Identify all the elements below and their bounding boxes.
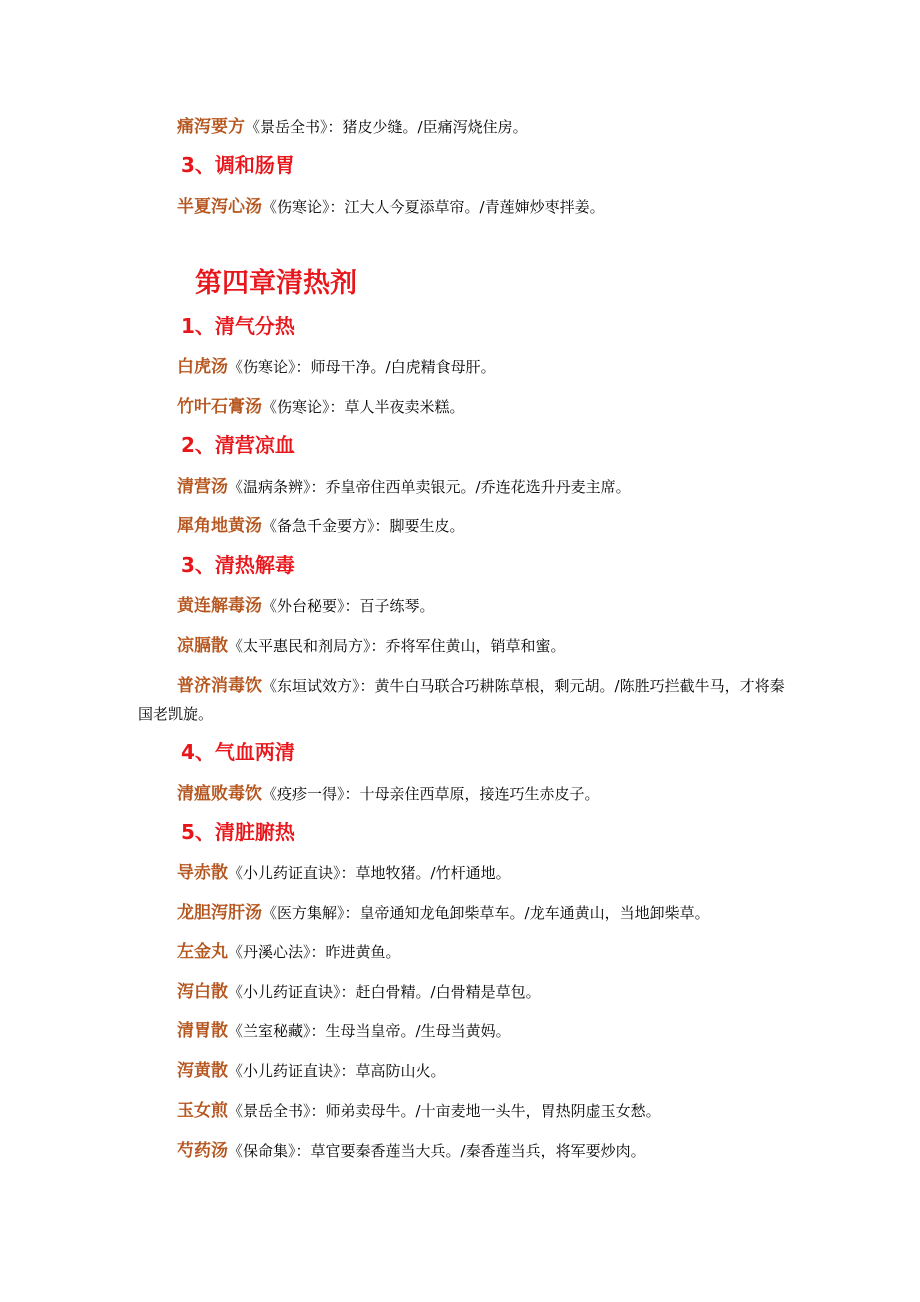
formula-mnemonic: 草人半夜卖米糕。: [344, 398, 465, 416]
formula-name: 玉女煎: [177, 1101, 228, 1121]
formula-mnemonic: 皇帝通知龙龟卸柴草车。/龙车通黄山，当地卸柴草。: [359, 904, 710, 922]
formula-name: 清瘟败毒饮: [177, 784, 262, 804]
formula-mnemonic: 脚要生皮。: [389, 517, 465, 535]
formula-source: 《备急千金要方》：: [262, 517, 390, 535]
formula-name: 芍药汤: [177, 1141, 228, 1161]
formula-source: 《疫疹一得》：: [262, 785, 360, 803]
formula-source: 《小儿药证直诀》：: [228, 864, 356, 882]
formula-entry: [177, 477, 817, 497]
formula-name: 龙胆泻肝汤: [177, 903, 262, 923]
formula-mnemonic: 赶白骨精。/白骨精是草包。: [355, 983, 541, 1001]
formula-name: 清营汤: [177, 477, 228, 497]
formula-name: 泻黄散: [177, 1061, 228, 1081]
formula-source: 《景岳全书》：: [228, 1102, 326, 1120]
formula-name: 导赤散: [177, 863, 228, 883]
formula-source: 《伤寒论》：: [228, 358, 311, 376]
formula-name: 白虎汤: [177, 357, 228, 377]
formula-entry: [177, 516, 817, 536]
formula-entry: [177, 1061, 817, 1081]
section-heading: 4、气血两清: [181, 740, 295, 764]
section-heading: 1、清气分热: [181, 314, 295, 338]
formula-source: 《医方集解》：: [262, 904, 360, 922]
section-heading: 2、清营凉血: [181, 433, 295, 457]
formula-name: 黄连解毒汤: [177, 596, 262, 616]
formula-mnemonic: 十母亲住西草原，接连巧生赤皮子。: [359, 785, 600, 803]
formula-source: 《小儿药证直诀》：: [228, 983, 356, 1001]
formula-mnemonic: 乔皇帝住西单卖银元。/乔连花选升丹麦主席。: [325, 478, 631, 496]
formula-source: 《小儿药证直诀》：: [228, 1062, 356, 1080]
formula-mnemonic: 师母干净。/白虎精食母肝。: [310, 358, 496, 376]
formula-mnemonic: 草地牧猪。/竹杆通地。: [355, 864, 511, 882]
formula-entry: [138, 672, 788, 728]
formula-source: 《兰室秘藏》：: [228, 1022, 326, 1040]
formula-source: 《温病条辨》：: [228, 478, 326, 496]
section-heading: 5、清脏腑热: [181, 820, 295, 844]
formula-mnemonic: 猪皮少缝。/臣痛泻烧住房。: [342, 118, 528, 136]
formula-entry: [177, 357, 817, 377]
chapter-title: 第四章清热剂: [195, 268, 357, 299]
formula-source: 《太平惠民和剂局方》：: [228, 637, 386, 655]
formula-name: 犀角地黄汤: [177, 516, 262, 536]
formula-name: 竹叶石膏汤: [177, 397, 262, 417]
formula-entry: [177, 1101, 817, 1121]
formula-entry: [177, 596, 817, 616]
section-heading: 3、调和肠胃: [181, 153, 295, 177]
formula-name: 普济消毒饮: [177, 676, 262, 696]
formula-source: 《景岳全书》：: [245, 118, 343, 136]
formula-entry: [177, 942, 817, 962]
formula-mnemonic: 师弟卖母牛。/十亩麦地一头牛，胃热阴虚玉女愁。: [325, 1102, 661, 1120]
formula-name: 凉膈散: [177, 636, 228, 656]
formula-name: 左金丸: [177, 942, 228, 962]
formula-mnemonic: 乔将军住黄山，销草和蜜。: [385, 637, 566, 655]
formula-entry: [177, 1141, 817, 1161]
formula-mnemonic: 生母当皇帝。/生母当黄妈。: [325, 1022, 511, 1040]
formula-mnemonic: 江大人今夏添草帘。/青莲婶炒枣拌姜。: [344, 198, 605, 216]
formula-source: 《伤寒论》：: [262, 398, 345, 416]
formula-entry: [177, 397, 817, 417]
section-heading: 3、清热解毒: [181, 553, 295, 577]
formula-source: 《保命集》：: [228, 1142, 311, 1160]
formula-name: 清胃散: [177, 1021, 228, 1041]
formula-entry: [177, 784, 817, 804]
formula-mnemonic: 百子练琴。: [359, 597, 435, 615]
formula-entry: [177, 117, 817, 137]
formula-mnemonic: 黄牛白马联合巧耕陈草根，剩元胡。/陈胜巧拦截牛马，才将秦国老凯旋。: [138, 677, 785, 723]
formula-source: 《外台秘要》：: [262, 597, 360, 615]
formula-name: 泻白散: [177, 982, 228, 1002]
formula-source: 《东垣试效方》：: [262, 677, 375, 695]
formula-mnemonic: 草高防山火。: [355, 1062, 446, 1080]
formula-source: 《丹溪心法》：: [228, 943, 326, 961]
formula-name: 痛泻要方: [177, 117, 245, 137]
formula-mnemonic: 昨进黄鱼。: [325, 943, 401, 961]
formula-source: 《伤寒论》：: [262, 198, 345, 216]
formula-name: 半夏泻心汤: [177, 197, 262, 217]
formula-entry: [177, 636, 817, 656]
formula-entry: [177, 863, 817, 883]
formula-entry: [177, 903, 817, 923]
formula-entry: [177, 1021, 817, 1041]
formula-mnemonic: 草官要秦香莲当大兵。/秦香莲当兵，将军要炒肉。: [310, 1142, 646, 1160]
formula-entry: [177, 982, 817, 1002]
formula-entry: [177, 197, 817, 217]
